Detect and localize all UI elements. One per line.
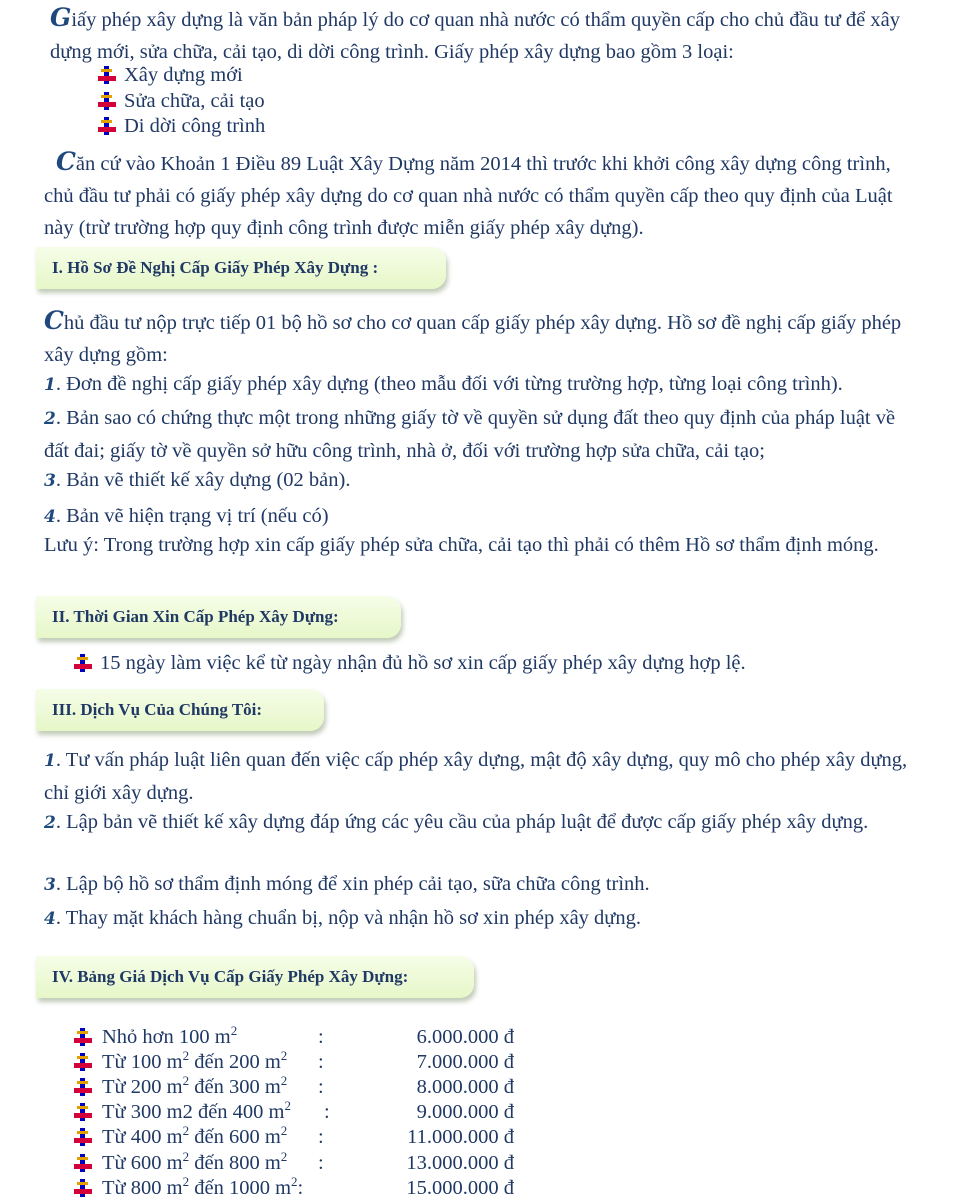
list-item: 1. Đơn đề nghị cấp giấy phép xây dựng (theo mẫu đối với từng trường hợp, từng loại công trình). <box>44 373 843 395</box>
price-row <box>74 1175 514 1201</box>
pushpin-bullet-icon <box>74 1154 92 1172</box>
area-range: Từ 400 $m^2$ đến 600 $m^2$ <box>102 1123 288 1148</box>
area-range: Từ 200 $m^2$ đến 300 $m^2$ <box>102 1073 288 1098</box>
section-heading-3: III. Dịch Vụ Của Chúng Tôi: <box>36 689 324 731</box>
list-item: 4. Thay mặt khách hàng chuẩn bị, nộp và nhận hồ sơ xin phép xây dựng. <box>44 907 642 929</box>
pushpin-bullet-icon <box>98 66 116 84</box>
list-item: 1. Tư vấn pháp luật liên quan đến việc cấp phép xây dựng, mật độ xây dựng, quy mô cho phép xây dựng, chỉ giới xây dựng. <box>44 749 908 804</box>
drop-cap: G <box>50 3 72 32</box>
list-item: 4. Bản vẽ hiện trạng vị trí (nếu có) <box>44 505 329 527</box>
pushpin-bullet-icon <box>98 92 116 110</box>
pushpin-bullet-icon <box>74 1053 92 1071</box>
list-item: 15 ngày làm việc kể từ ngày nhận đủ hồ sơ xin cấp giấy phép xây dựng hợp lệ. <box>74 650 746 676</box>
note-paragraph: Lưu ý: Trong trường hợp xin cấp giấy phép sửa chữa, cải tạo thì phải có thêm Hồ sơ thẩm định móng. <box>44 534 879 556</box>
price-row: Từ 400 $m^2$ đến 600 $m^2$ : 11.000.000 đ <box>74 1124 514 1150</box>
list-item: 3. Bản vẽ thiết kế xây dựng (02 bản). <box>44 469 351 491</box>
list-item: Di dời công trình <box>98 113 265 139</box>
area-range: Nhỏ hơn 100 $m^2$ <box>102 1023 238 1048</box>
price-row: Từ 300 m2 đến 400 $m^2$ : 9.000.000 đ <box>74 1099 514 1125</box>
list-item: 2. Bản sao có chứng thực một trong những giấy tờ về quyền sử dụng đất theo quy định của pháp luật về đất đai; giấy tờ về quyền sở hữu công trình, nhà ở, đối với trường hợp sửa chữa, cải tạo; <box>44 407 896 462</box>
pushpin-bullet-icon <box>74 654 92 672</box>
list-item: Xây dựng mới <box>98 62 243 88</box>
drop-cap: C <box>56 147 76 176</box>
price-amount: 11.000.000 đ <box>407 1126 514 1148</box>
price-amount: 7.000.000 đ <box>416 1051 514 1073</box>
intro-paragraph: Giấy phép xây dựng là văn bản pháp lý do cơ quan nhà nước có thẩm quyền cấp cho chủ đầu tư để xây dựng mới, sửa chữa, cải tạo, di dời công trình. Giấy phép xây dựng bao gồm 3 loại: <box>50 3 900 63</box>
pushpin-bullet-icon <box>74 1179 92 1197</box>
list-item: 2. Lập bản vẽ thiết kế xây dựng đáp ứng các yêu cầu của pháp luật để được cấp giấy phép xây dựng. <box>44 811 869 833</box>
pushpin-bullet-icon <box>98 117 116 135</box>
list-item: Sửa chữa, cải tạo <box>98 88 265 114</box>
price-row: Từ 100 $m^2$ đến 200 $m^2$ : 7.000.000 đ <box>74 1049 514 1075</box>
pushpin-bullet-icon <box>74 1103 92 1121</box>
area-range: Từ 800 $m^2$ đến 1000 $m^2$: <box>102 1174 304 1199</box>
pushpin-bullet-icon <box>74 1028 92 1046</box>
section-heading-4: IV. Bảng Giá Dịch Vụ Cấp Giấy Phép Xây Dựng: <box>36 956 474 998</box>
price-amount: 9.000.000 đ <box>416 1101 514 1123</box>
section-heading-2: II. Thời Gian Xin Cấp Phép Xây Dựng: <box>36 596 401 638</box>
drop-cap: C <box>44 306 64 335</box>
legal-basis-paragraph: Căn cứ vào Khoản 1 Điều 89 Luật Xây Dựng năm 2014 thì trước khi khởi công xây dựng công trình, chủ đầu tư phải có giấy phép xây dựng do cơ quan nhà nước có thẩm quyền cấp theo quy định của Luật này (trừ trường hợp quy định công trình được miễn giấy phép xây dựng). <box>44 147 893 239</box>
price-row: Từ 600 $m^2$ đến 800 $m^2$ : 13.000.000 đ <box>74 1150 514 1176</box>
section-heading-1: I. Hồ Sơ Đề Nghị Cấp Giấy Phép Xây Dựng : <box>36 247 446 289</box>
price-amount: 15.000.000 đ <box>406 1177 514 1199</box>
pushpin-bullet-icon <box>74 1128 92 1146</box>
list-item: 3. Lập bộ hồ sơ thẩm định móng để xin phép cải tạo, sữa chữa công trình. <box>44 873 650 895</box>
price-row: Nhỏ hơn 100 $m^2$ : 6.000.000 đ <box>74 1024 514 1050</box>
price-amount: 13.000.000 đ <box>406 1152 514 1174</box>
price-amount: 6.000.000 đ <box>416 1026 514 1048</box>
area-range: Từ 300 m2 đến 400 $m^2$ <box>102 1098 291 1123</box>
price-row: Từ 200 $m^2$ đến 300 $m^2$ : 8.000.000 đ <box>74 1074 514 1100</box>
area-range: Từ 100 $m^2$ đến 200 $m^2$ <box>102 1048 288 1073</box>
area-range: Từ 600 $m^2$ đến 800 $m^2$ <box>102 1149 288 1174</box>
section1-intro: Chủ đầu tư nộp trực tiếp 01 bộ hồ sơ cho cơ quan cấp giấy phép xây dựng. Hồ sơ đề nghị cấp giấy phép xây dựng gồm: <box>44 306 902 366</box>
pushpin-bullet-icon <box>74 1078 92 1096</box>
price-amount: 8.000.000 đ <box>416 1076 514 1098</box>
